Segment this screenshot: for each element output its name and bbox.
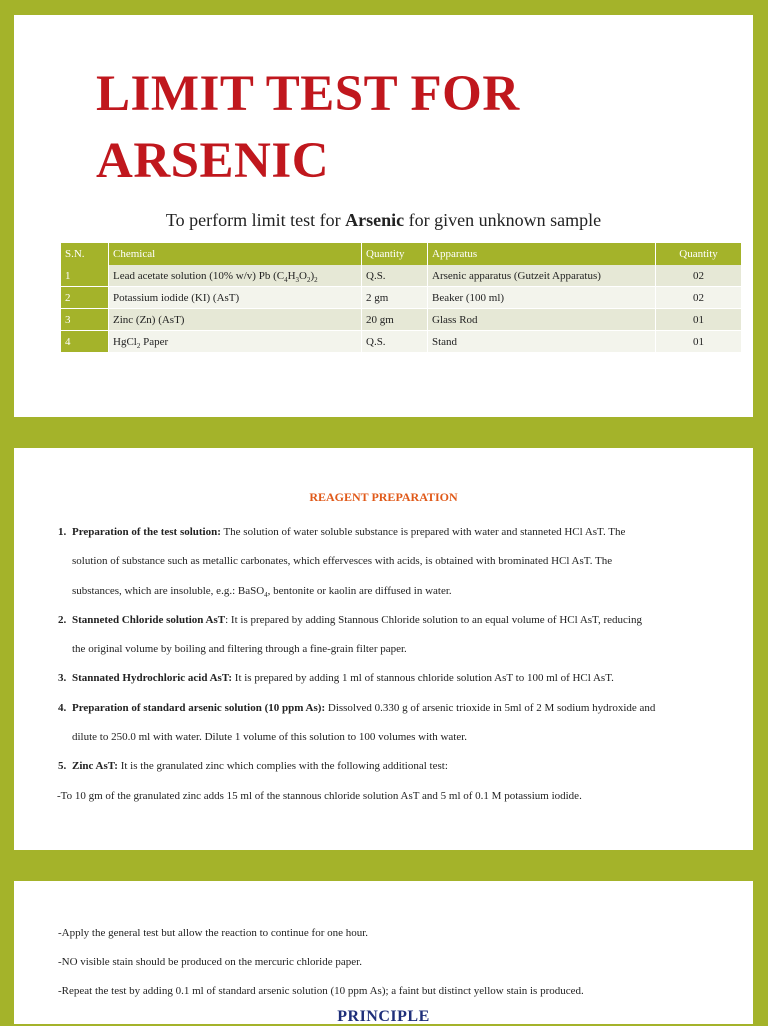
title-line-2: ARSENIC [96, 133, 330, 189]
item-line [72, 664, 728, 693]
item-text: , bentonite or kaolin are diffused in water. [267, 584, 452, 597]
subtitle-post: for given unknown sample [404, 210, 602, 230]
list-item [58, 518, 728, 606]
chemical-text: O [299, 269, 307, 282]
table-row [61, 309, 742, 331]
cell-app-quantity: 02 [656, 287, 742, 309]
page-1 [14, 15, 753, 417]
item-line: dilute to 250.0 ml with water. Dilute 1 volume of this solution to 100 volumes with water. [72, 731, 468, 744]
chemical-text: H [287, 269, 296, 282]
header-quantity: Quantity [362, 243, 428, 265]
item-line [72, 577, 728, 606]
subtitle-pre: To perform limit test for [165, 210, 346, 230]
page-2 [14, 448, 753, 850]
chemical-text: HgCl [113, 335, 137, 348]
item-number: 1. [58, 526, 67, 538]
title-line-1: LIMIT TEST FOR [96, 66, 520, 122]
subtitle [14, 210, 753, 231]
item-number: 4. [58, 701, 67, 714]
principle-heading: PRINCIPLE [337, 1008, 430, 1025]
item-line [72, 694, 728, 723]
cell-sn: 4 [61, 331, 109, 353]
item-line: the original volume by boiling and filtering through a fine-grain filter paper. [72, 643, 407, 656]
chemical-sub: 2 [136, 341, 141, 350]
header-apparatus: Apparatus [428, 243, 656, 265]
zinc-test-note: -To 10 gm of the granulated zinc adds 15 ml of the stannous chloride solution AsT and 5 ml of 0.1 M potassium iodide. [57, 789, 582, 802]
reagent-preparation-heading: REAGENT PREPARATION [309, 490, 458, 504]
list-item [58, 694, 728, 753]
item-line [72, 752, 728, 781]
list-item [58, 752, 728, 781]
list-item [58, 606, 728, 665]
cell-apparatus: Stand [428, 331, 656, 353]
cell-chemical [109, 265, 362, 287]
table-row [61, 287, 742, 309]
item-text: Dissolved 0.330 g of arsenic trioxide in 5ml of 2 M sodium hydroxide and [325, 701, 656, 714]
item-title: Zinc AsT: [72, 760, 118, 773]
cell-chemical: Potassium iodide (KI) (AsT) [109, 287, 362, 309]
chemical-text: Lead acetate solution (10% w/v) Pb (C [113, 269, 285, 282]
item-text: : It is prepared by adding Stannous Chloride solution to an equal volume of HCl AsT, reducing [225, 613, 642, 626]
item-text: It is prepared by adding 1 ml of stannous chloride solution AsT to 100 ml of HCl AsT. [232, 672, 614, 685]
chemical-sub: 4 [284, 275, 288, 284]
chemical-sub: 2 [314, 275, 318, 284]
header-app-quantity: Quantity [656, 243, 742, 265]
cell-sn: 3 [61, 309, 109, 331]
list-item [58, 664, 728, 693]
reagent-list [58, 518, 728, 811]
materials-table [61, 243, 742, 353]
subtitle-bold: Arsenic [345, 210, 405, 230]
item-sub: 4 [264, 590, 268, 599]
page-3 [14, 881, 753, 1024]
note-line: -Repeat the test by adding 0.1 ml of standard arsenic solution (10 ppm As); a faint but distinct yellow stain is produced. [58, 985, 584, 997]
note-line: -NO visible stain should be produced on the mercuric chloride paper. [58, 956, 362, 968]
cell-sn: 2 [61, 287, 109, 309]
page-title [96, 61, 520, 195]
cell-quantity: 2 gm [362, 287, 428, 309]
item-title: Stanneted Chloride solution AsT [72, 613, 226, 626]
table-header-row [61, 243, 742, 265]
note-line: -Apply the general test but allow the reaction to continue for one hour. [58, 927, 369, 939]
item-number: 2. [58, 613, 67, 626]
item-line [72, 518, 728, 547]
cell-quantity: Q.S. [362, 265, 428, 287]
cell-quantity: Q.S. [362, 331, 428, 353]
chemical-sub: 3 [295, 275, 300, 284]
cell-app-quantity: 01 [656, 331, 742, 353]
item-text: substances, which are insoluble, e.g.: BaSO [72, 584, 265, 597]
item-text: The solution of water soluble substance is prepared with water and stanneted HCl AsT. The [220, 526, 626, 538]
cell-chemical [109, 331, 362, 353]
chemical-sub: 2 [306, 275, 311, 284]
table-row [61, 331, 742, 353]
header-sn: S.N. [61, 243, 109, 265]
table-row [61, 265, 742, 287]
header-chemical: Chemical [109, 243, 362, 265]
cell-quantity: 20 gm [362, 309, 428, 331]
cell-app-quantity: 02 [656, 265, 742, 287]
item-number: 5. [58, 760, 67, 773]
cell-apparatus: Beaker (100 ml) [428, 287, 656, 309]
item-line: solution of substance such as metallic carbonates, which effervesces with acids, is obtained with brominated HCl AsT. The [72, 555, 613, 568]
chemical-text: ) [310, 269, 315, 282]
procedure-notes [58, 919, 738, 1006]
item-number: 3. [58, 672, 67, 685]
cell-apparatus: Glass Rod [428, 309, 656, 331]
item-title: Preparation of the test solution: [72, 526, 221, 538]
cell-sn: 1 [61, 265, 109, 287]
item-text: It is the granulated zinc which complies with the following additional test: [117, 760, 448, 773]
cell-app-quantity: 01 [656, 309, 742, 331]
item-line [72, 606, 728, 635]
chemical-text: Paper [140, 335, 169, 348]
cell-apparatus: Arsenic apparatus (Gutzeit Apparatus) [428, 265, 656, 287]
cell-chemical: Zinc (Zn) (AsT) [109, 309, 362, 331]
item-title: Stannated Hydrochloric acid AsT: [72, 672, 233, 685]
item-title: Preparation of standard arsenic solution (10 ppm As): [72, 701, 326, 714]
